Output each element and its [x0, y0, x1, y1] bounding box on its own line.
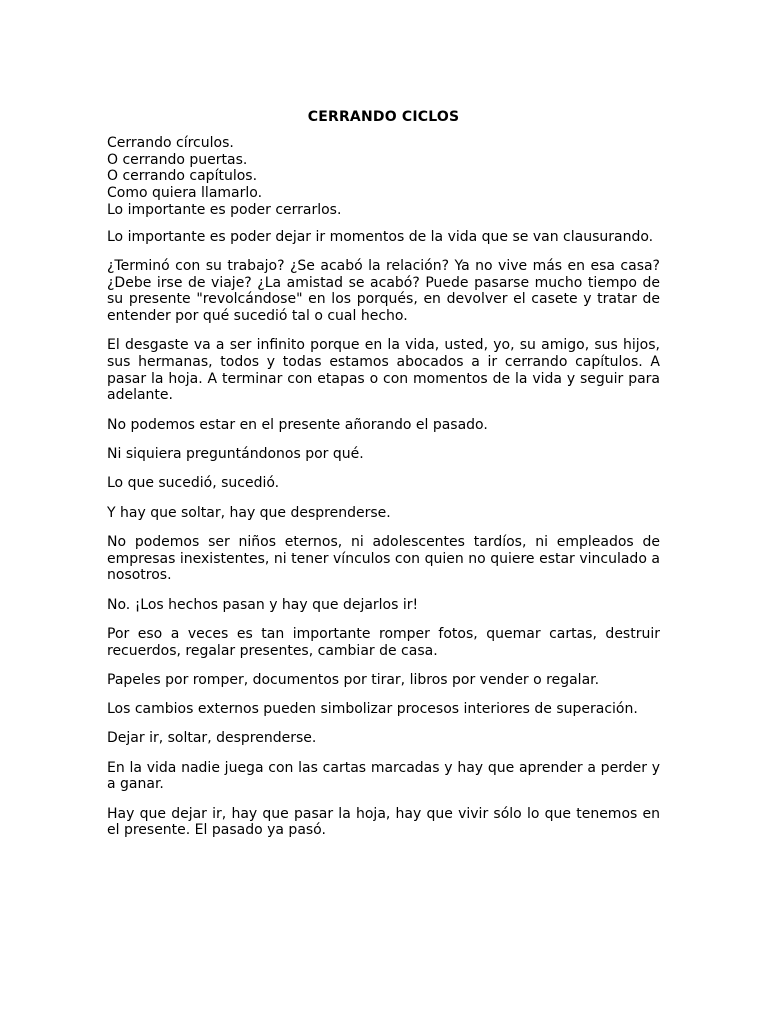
body-paragraph: Lo importante es poder dejar ir momentos de la vida que se van clausurando.	[107, 228, 654, 245]
body-paragraph: Por eso a veces es tan importante romper fotos, quemar cartas, destruir recuerdos, regalar presentes, cambiar de casa.	[107, 625, 660, 659]
opening-line: Cerrando círculos.	[107, 135, 234, 151]
body-paragraph: Dejar ir, soltar, desprenderse.	[107, 730, 317, 747]
body-paragraph: ¿Terminó con su trabajo? ¿Se acabó la relación? Ya no vive más en esa casa? ¿Debe irse de viaje? ¿La amistad se acabó? Puede pasarse mucho tiempo de su presente "revolcándose" en los porqués, en devolver el casete y tratar de entender por qué sucedió tal o cual hecho.	[107, 257, 660, 324]
body-paragraph: No podemos estar en el presente añorando el pasado.	[107, 416, 488, 433]
body-paragraph: El desgaste va a ser infinito porque en la vida, usted, yo, su amigo, sus hijos, sus hermanas, todos y todas estamos abocados a ir cerrando capítulos. A pasar la hoja. A terminar con etapas o con momentos de la vida y seguir para adelante.	[107, 337, 660, 404]
body-paragraph: Los cambios externos pueden simbolizar procesos interiores de superación.	[107, 701, 638, 718]
opening-line: Como quiera llamarlo.	[107, 185, 263, 202]
body-paragraph: Lo que sucedió, sucedió.	[107, 475, 280, 492]
body-paragraph: Ni siquiera preguntándonos por qué.	[107, 445, 364, 462]
document-page	[107, 108, 660, 852]
body-paragraph: No podemos ser niños eternos, ni adolescentes tardíos, ni empleados de empresas inexistentes, ni tener vínculos con quien no quiere estar vinculado a nosotros.	[107, 533, 660, 584]
body-paragraph: No. ¡Los hechos pasan y hay que dejarlos ir!	[107, 596, 419, 613]
opening-line: O cerrando puertas.	[107, 151, 248, 168]
document-title: CERRANDO CICLOS	[307, 109, 460, 125]
body-paragraph: Hay que dejar ir, hay que pasar la hoja, hay que vivir sólo lo que tenemos en el presente. El pasado ya pasó.	[107, 805, 660, 839]
body-paragraph: Papeles por romper, documentos por tirar, libros por vender o regalar.	[107, 671, 600, 688]
body-paragraph: Y hay que soltar, hay que desprenderse.	[107, 504, 391, 521]
opening-line: Lo importante es poder cerrarlos.	[107, 201, 342, 218]
opening-stanza	[107, 135, 660, 219]
body-paragraph: En la vida nadie juega con las cartas marcadas y hay que aprender a perder y a ganar.	[107, 759, 660, 793]
opening-line: O cerrando capítulos.	[107, 168, 258, 185]
